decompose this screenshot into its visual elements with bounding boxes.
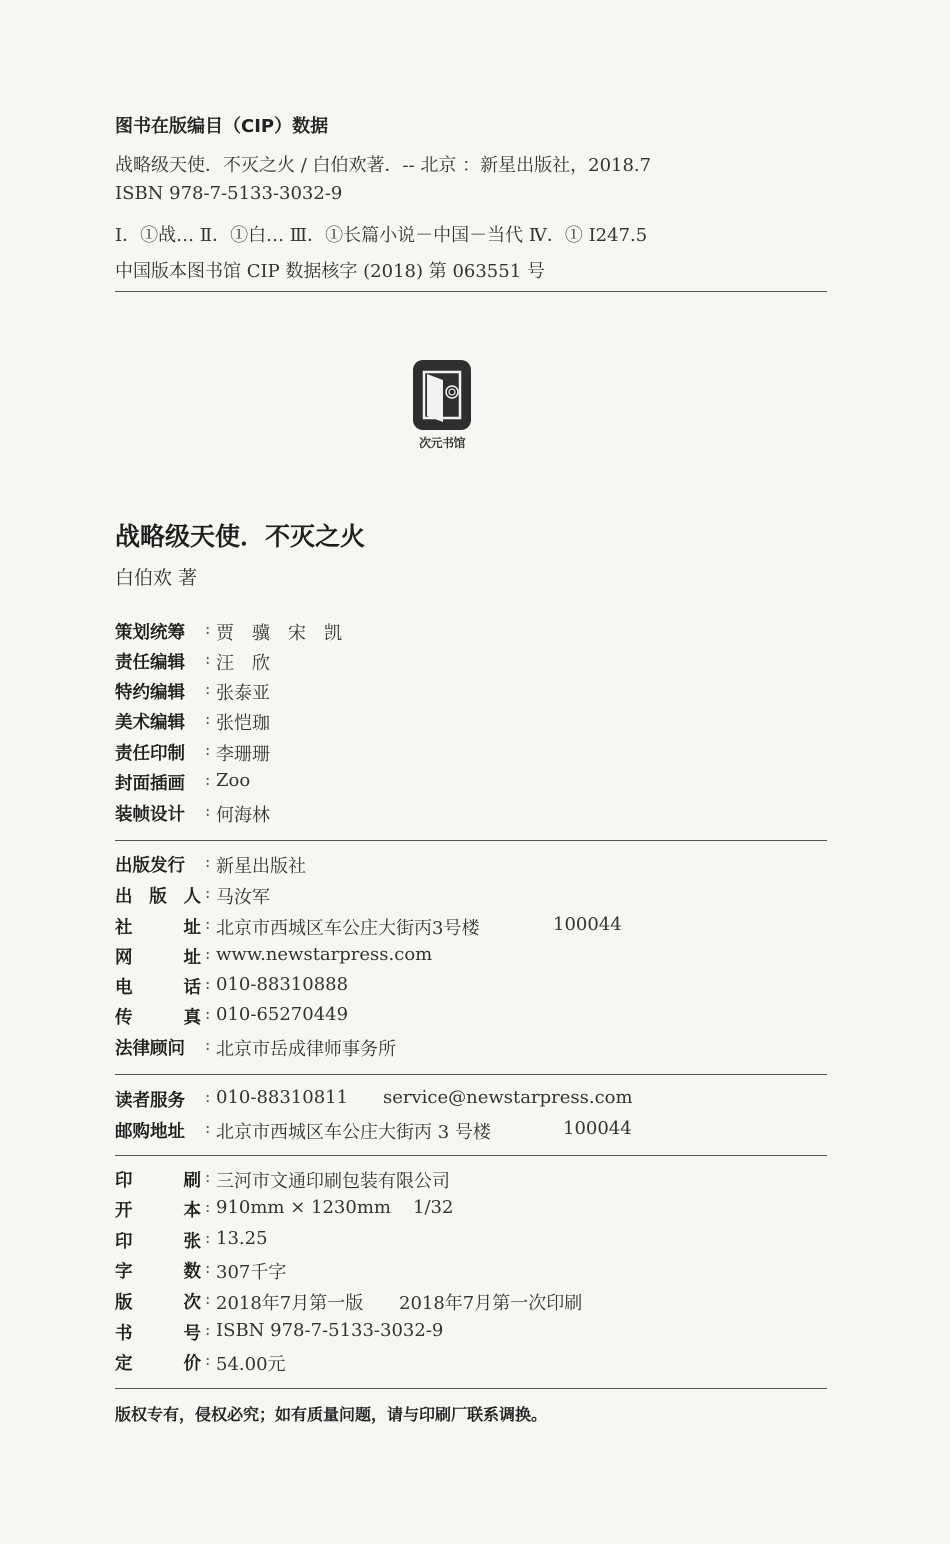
format-fraction: 1/32 (413, 1197, 454, 1218)
credit-value: 贾 骥 宋 凯 (216, 623, 342, 644)
fax: 010-65270449 (216, 1004, 349, 1025)
divider (115, 1155, 827, 1156)
copyright-page: 图书在版编目（CIP）数据 战略级天使．不灭之火 / 白伯欢著．-- 北京 ：新星出版社，2018.7 ISBN 978-7-5133-3032-9 Ⅰ．①战… Ⅱ．①白… Ⅲ．①长篇小说－中国－当代 Ⅳ．① I247.5 中国版本图书馆 CIP 数据核字 (2018) 第 063551 号 次元书馆 战略级天使．不灭之火 白伯欢 著 策划统筹 : 贾 骥 宋 凯 责任编辑 : 汪 欣 特约编辑 : 张泰亚 美术编辑 : 张恺珈 责任印制 : 李珊珊 封面插画 : Zoo 装帧设计 : 何海林 出版发行 : 新星出版社 出 版 人 : 马汝军 社 址 : 北京市西城区车公庄大街丙3号楼 100044 网 址 : www.newstarpress.com 电 话 : 010-88310888 传 真 : 010-65270449 法律顾问 : 北京市岳成律师事务所 读者服务 : 010-88310811 service@newstarpress.com 邮购地址 : 北京市西城区车公庄大街丙 3 号楼 100044 印 刷 : 三河市文通印刷包装有限公司 开 本 : 910mm × 1230mm 1/32 印 张 : 13.25 字 数 : 307千字 版 次 : 2018年7月第一版 2018年7月第一次印刷 书 号 : ISBN 978-7-5133-3032-9 定 价 : 54.00元 版权专有，侵权必究；如有质量问题，请与印刷厂联系调换。 (0, 0, 950, 1544)
format: 910mm × 1230mm (216, 1197, 391, 1218)
publisher-label: 出 版 人 (115, 887, 201, 907)
divider (115, 291, 827, 292)
mail-address: 北京市西城区车公庄大街丙 3 号楼 (216, 1122, 491, 1143)
publisher-value: 北京市西城区车公庄大街丙3号楼 (216, 918, 480, 939)
postal-code: 100044 (553, 914, 622, 935)
price: 54.00元 (216, 1354, 286, 1375)
credit-label: 策划统筹 (115, 623, 185, 643)
credit-label: 封面插画 (115, 774, 185, 794)
credit-label: 特约编辑 (115, 683, 185, 703)
publisher-value: 马汝军 (216, 887, 270, 908)
printer: 三河市文通印刷包装有限公司 (216, 1171, 450, 1192)
printing-label: 定 价 (115, 1354, 201, 1374)
publisher-label: 社 址 (115, 918, 201, 938)
credit-value: 汪 欣 (216, 653, 270, 674)
cip-line-1: 战略级天使．不灭之火 / 白伯欢著．-- 北京 ：新星出版社，2018.7 (115, 155, 652, 176)
credit-value: Zoo (216, 770, 251, 791)
credit-value: 李珊珊 (216, 744, 270, 765)
publisher-label: 法律顾问 (115, 1039, 185, 1059)
cip-isbn: ISBN 978-7-5133-3032-9 (115, 183, 343, 204)
publisher-label: 传 真 (115, 1008, 201, 1028)
service-label: 邮购地址 (115, 1122, 185, 1142)
book-title: 战略级天使．不灭之火 (115, 522, 366, 551)
website: www.newstarpress.com (216, 944, 433, 965)
edition: 2018年7月第一版 (216, 1293, 364, 1314)
impression: 2018年7月第一次印刷 (399, 1293, 583, 1314)
publisher-value: 北京市岳成律师事务所 (216, 1039, 396, 1060)
credit-value: 何海林 (216, 805, 270, 826)
copyright-notice: 版权专有，侵权必究；如有质量问题，请与印刷厂联系调换。 (115, 1405, 548, 1424)
cip-record-number: 中国版本图书馆 CIP 数据核字 (2018) 第 063551 号 (115, 261, 545, 282)
printing-label: 印 张 (115, 1232, 201, 1252)
publisher-label: 网 址 (115, 948, 201, 968)
printing-label: 书 号 (115, 1324, 201, 1344)
divider (115, 1074, 827, 1075)
credit-label: 责任印制 (115, 744, 185, 764)
divider (115, 840, 827, 841)
credit-label: 美术编辑 (115, 713, 185, 733)
printing-label: 字 数 (115, 1262, 201, 1282)
divider (115, 1388, 827, 1389)
book-author: 白伯欢 著 (115, 567, 198, 589)
phone: 010-88310888 (216, 974, 349, 995)
credit-value: 张恺珈 (216, 713, 270, 734)
sheets: 13.25 (216, 1228, 268, 1249)
cip-title: 图书在版编目（CIP）数据 (115, 116, 329, 137)
isbn: ISBN 978-7-5133-3032-9 (216, 1320, 444, 1341)
credit-value: 张泰亚 (216, 683, 270, 704)
printing-label: 版 次 (115, 1293, 201, 1313)
door-icon (413, 360, 471, 430)
credit-label: 责任编辑 (115, 653, 185, 673)
publisher-label: 电 话 (115, 978, 201, 998)
service-label: 读者服务 (115, 1091, 185, 1111)
service-email: service@newstarpress.com (383, 1087, 633, 1108)
credit-label: 装帧设计 (115, 805, 185, 825)
publisher-logo-text: 次元书馆 (418, 436, 465, 450)
publisher-label: 出版发行 (115, 856, 185, 876)
word-count: 307千字 (216, 1262, 287, 1283)
printing-label: 开 本 (115, 1201, 201, 1221)
postal-code: 100044 (563, 1118, 632, 1139)
cip-classification: Ⅰ．①战… Ⅱ．①白… Ⅲ．①长篇小说－中国－当代 Ⅳ．① I247.5 (115, 225, 648, 246)
publisher-value: 新星出版社 (216, 856, 306, 877)
printing-label: 印 刷 (115, 1171, 201, 1191)
service-phone: 010-88310811 (216, 1087, 349, 1108)
